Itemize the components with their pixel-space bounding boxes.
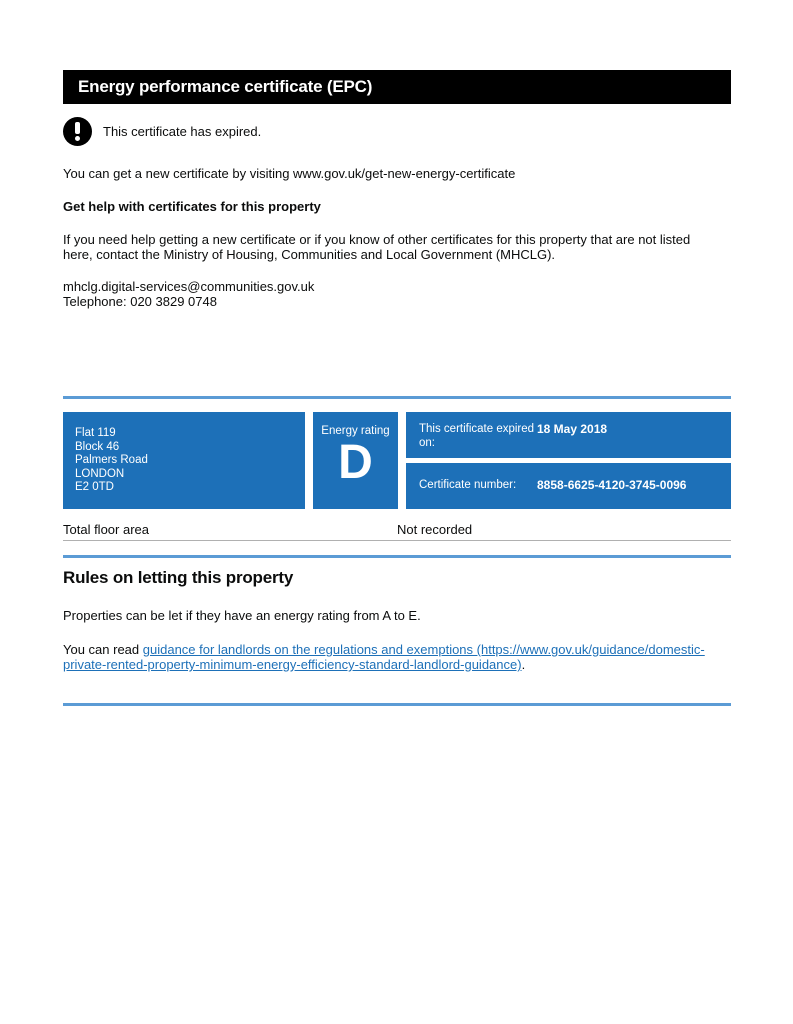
guidance-suffix: .	[521, 657, 526, 672]
contact-email: mhclg.digital-services@communities.gov.uk	[63, 279, 315, 294]
landlord-guidance-link[interactable]: guidance for landlords on the regulations and exemptions (https://www.gov.uk/guidance/domestic-private-rented-property-minimum-energy-efficiency-standard-landlord-guidance)	[63, 642, 705, 672]
address-line: Flat 119	[75, 427, 116, 439]
expiry-panel	[406, 412, 731, 458]
certificate-title-bar	[63, 70, 731, 104]
address-line: Palmers Road	[75, 454, 148, 466]
row-divider	[63, 540, 731, 541]
address-line: LONDON	[75, 467, 125, 480]
certificate-number-label: Certificate number:	[419, 479, 517, 491]
page-title: Energy performance certificate (EPC)	[78, 77, 373, 96]
property-address-box	[63, 412, 305, 509]
address-line: E2 0TD	[75, 481, 114, 493]
energy-rating-value: D	[338, 436, 373, 489]
section-divider	[63, 703, 731, 706]
certificate-number-value: 8858-6625-4120-3745-0096	[537, 478, 687, 492]
certificate-details-box	[406, 412, 731, 509]
expired-warning	[63, 117, 731, 146]
section-divider	[63, 396, 731, 399]
help-text: If you need help getting a new certificate or if you know of other certificates for this property that are not listed here, contact the Ministry of Housing, Communities and Local Government (MHCLG).	[63, 232, 691, 262]
guidance-prefix: You can read	[63, 642, 143, 657]
new-certificate-text: You can get a new certificate by visiting www.gov.uk/get-new-energy-certificate	[63, 166, 516, 181]
section-divider	[63, 555, 731, 558]
floor-area-value: Not recorded	[397, 522, 473, 537]
expiry-label: This certificate expired on:	[419, 423, 535, 449]
letting-rules-heading: Rules on letting this property	[63, 568, 294, 587]
letting-rating-text: Properties can be let if they have an energy rating from A to E.	[63, 608, 421, 623]
help-heading: Get help with certificates for this property	[63, 199, 321, 214]
energy-rating-box	[313, 412, 398, 509]
floor-area-label: Total floor area	[63, 522, 149, 537]
address-line: Block 46	[75, 440, 120, 453]
contact-block	[63, 280, 731, 309]
contact-telephone: Telephone: 020 3829 0748	[63, 293, 217, 309]
energy-rating-label: Energy rating	[321, 425, 390, 437]
guidance-paragraph	[63, 642, 723, 672]
exclamation-icon	[63, 117, 92, 146]
expired-warning-text: This certificate has expired.	[103, 124, 262, 139]
certificate-number-panel	[406, 463, 731, 509]
certificate-summary	[63, 412, 731, 509]
floor-area-row	[63, 522, 731, 537]
expiry-date: 18 May 2018	[537, 422, 608, 436]
